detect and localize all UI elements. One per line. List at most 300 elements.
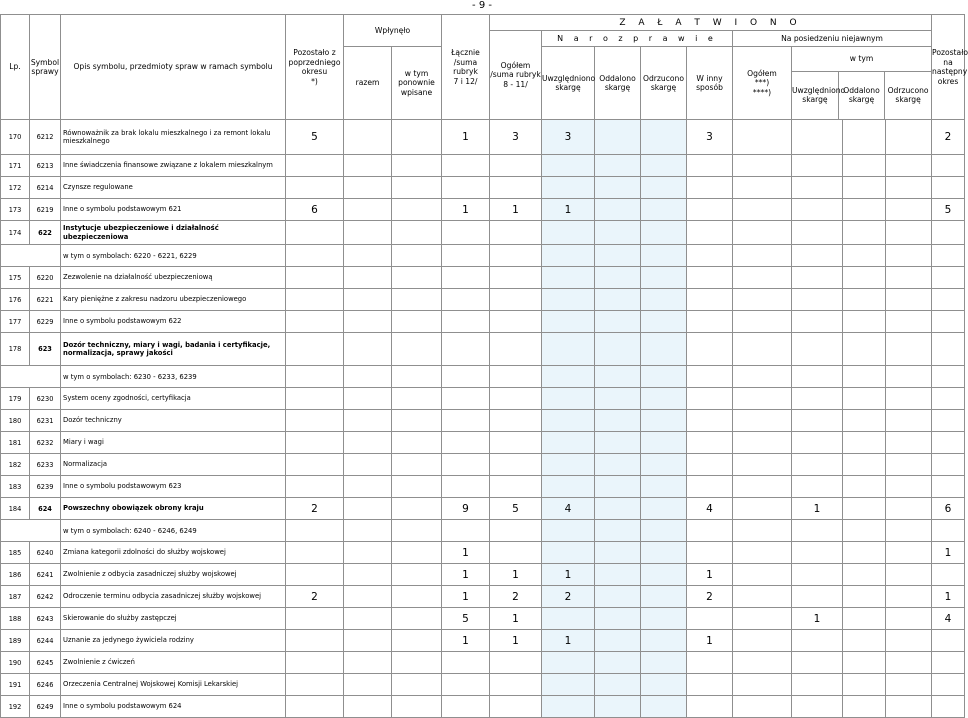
header-pozostalo-z: Pozostało z poprzedniego okresu *) (286, 15, 344, 120)
value-cell (843, 388, 886, 410)
value-cell: 3 (542, 120, 595, 155)
value-cell (442, 289, 490, 311)
value-cell (595, 311, 641, 333)
value-cell (542, 289, 595, 311)
header-pozostalo-na: Pozostało na następny okres (932, 15, 965, 120)
value-cell (687, 410, 733, 432)
value-cell (687, 454, 733, 476)
value-cell (733, 674, 792, 696)
empty-cell (792, 366, 843, 388)
value-cell (886, 608, 932, 630)
value-cell (792, 267, 843, 289)
value-cell (886, 498, 932, 520)
value-cell (344, 410, 392, 432)
table-row (1, 289, 965, 311)
value-cell (843, 696, 886, 718)
value-cell (843, 267, 886, 289)
value-cell (595, 221, 641, 245)
empty-cell (542, 520, 595, 542)
value-cell (490, 177, 542, 199)
row-symbol: 6242 (30, 586, 61, 608)
subgroup-row (1, 245, 965, 267)
value-cell: 1 (687, 564, 733, 586)
value-cell (595, 652, 641, 674)
empty-cell (641, 520, 687, 542)
value-cell (687, 674, 733, 696)
value-cell (843, 674, 886, 696)
value-cell (843, 498, 886, 520)
value-cell (286, 432, 344, 454)
value-cell (641, 199, 687, 221)
value-cell (490, 674, 542, 696)
value-cell (595, 630, 641, 652)
value-cell (490, 333, 542, 366)
subgroup-spacer (1, 245, 61, 267)
row-symbol: 6239 (30, 476, 61, 498)
value-cell (843, 199, 886, 221)
row-description: Inne o symbolu podstawowym 624 (61, 696, 286, 718)
value-cell (442, 674, 490, 696)
value-cell (687, 608, 733, 630)
value-cell (843, 652, 886, 674)
header-opis: Opis symbolu, przedmioty spraw w ramach symbolu (61, 15, 286, 120)
value-cell (733, 652, 792, 674)
value-cell (286, 311, 344, 333)
value-cell (886, 221, 932, 245)
value-cell (595, 267, 641, 289)
value-cell (932, 410, 965, 432)
empty-cell (886, 245, 932, 267)
value-cell: 2 (542, 586, 595, 608)
value-cell (490, 155, 542, 177)
row-symbol: 6219 (30, 199, 61, 221)
value-cell (843, 120, 886, 155)
value-cell (733, 630, 792, 652)
value-cell (490, 476, 542, 498)
value-cell: 2 (286, 498, 344, 520)
value-cell (641, 120, 687, 155)
empty-cell (542, 366, 595, 388)
header-na-rozprawie: N a r o z p r a w i e (542, 31, 733, 47)
value-cell (843, 221, 886, 245)
table-row (1, 410, 965, 432)
row-description: Normalizacja (61, 454, 286, 476)
value-cell (886, 120, 932, 155)
header-oddalono-rozprawa: Oddalono skargę (595, 47, 641, 120)
table-row (1, 267, 965, 289)
value-cell: 4 (932, 608, 965, 630)
value-cell (344, 388, 392, 410)
value-cell (286, 155, 344, 177)
empty-cell (344, 245, 392, 267)
value-cell: 5 (932, 199, 965, 221)
value-cell (886, 410, 932, 432)
value-cell (792, 199, 843, 221)
value-cell (932, 630, 965, 652)
value-cell (687, 155, 733, 177)
value-cell (792, 311, 843, 333)
value-cell (792, 652, 843, 674)
value-cell (442, 221, 490, 245)
value-cell (490, 696, 542, 718)
value-cell (886, 586, 932, 608)
value-cell (344, 476, 392, 498)
value-cell (442, 155, 490, 177)
empty-cell (344, 520, 392, 542)
value-cell (392, 652, 442, 674)
row-symbol: 6240 (30, 542, 61, 564)
value-cell (641, 155, 687, 177)
value-cell (490, 432, 542, 454)
value-cell (932, 388, 965, 410)
row-lp: 189 (1, 630, 30, 652)
value-cell (843, 177, 886, 199)
value-cell (641, 177, 687, 199)
value-cell (344, 674, 392, 696)
value-cell (641, 564, 687, 586)
value-cell: 1 (442, 630, 490, 652)
value-cell (442, 432, 490, 454)
value-cell (286, 696, 344, 718)
value-cell (792, 120, 843, 155)
value-cell (542, 311, 595, 333)
value-cell (886, 652, 932, 674)
table-row (1, 542, 965, 564)
value-cell (641, 410, 687, 432)
header-w-tym-group (792, 47, 932, 120)
value-cell (490, 388, 542, 410)
table-row (1, 652, 965, 674)
value-cell (344, 498, 392, 520)
value-cell (733, 476, 792, 498)
row-description: Inne o symbolu podstawowym 622 (61, 311, 286, 333)
value-cell (392, 454, 442, 476)
value-cell (542, 454, 595, 476)
row-symbol: 623 (30, 333, 61, 366)
value-cell (286, 476, 344, 498)
row-description: Czynsze regulowane (61, 177, 286, 199)
empty-cell (490, 366, 542, 388)
row-symbol: 6229 (30, 311, 61, 333)
value-cell (792, 542, 843, 564)
row-lp: 190 (1, 652, 30, 674)
row-description: Zezwolenie na działalność ubezpieczeniową (61, 267, 286, 289)
value-cell (792, 630, 843, 652)
value-cell (843, 476, 886, 498)
value-cell (687, 177, 733, 199)
value-cell (286, 267, 344, 289)
value-cell (286, 221, 344, 245)
row-lp: 187 (1, 586, 30, 608)
value-cell (542, 267, 595, 289)
row-description: Dozór techniczny (61, 410, 286, 432)
row-description: Zwolnienie z ćwiczeń (61, 652, 286, 674)
empty-cell (392, 520, 442, 542)
value-cell (595, 120, 641, 155)
value-cell (843, 454, 886, 476)
value-cell: 1 (490, 608, 542, 630)
value-cell (733, 155, 792, 177)
value-cell (886, 333, 932, 366)
table-row (1, 177, 965, 199)
empty-cell (932, 520, 965, 542)
row-description: Uznanie za jedynego żywiciela rodziny (61, 630, 286, 652)
value-cell (442, 177, 490, 199)
value-cell (595, 586, 641, 608)
value-cell (542, 177, 595, 199)
value-cell (886, 696, 932, 718)
value-cell (792, 177, 843, 199)
value-cell (490, 311, 542, 333)
value-cell (392, 177, 442, 199)
value-cell (687, 289, 733, 311)
value-cell (344, 311, 392, 333)
value-cell: 1 (442, 542, 490, 564)
table-row (1, 696, 965, 718)
empty-cell (843, 245, 886, 267)
value-cell (392, 586, 442, 608)
table-row (1, 564, 965, 586)
empty-cell (932, 245, 965, 267)
subgroup-label: w tym o symbolach: 6230 - 6233, 6239 (61, 366, 286, 388)
subgroup-spacer (1, 520, 61, 542)
subgroup-label: w tym o symbolach: 6240 - 6246, 6249 (61, 520, 286, 542)
value-cell: 3 (490, 120, 542, 155)
value-cell (641, 333, 687, 366)
subgroup-row (1, 520, 965, 542)
value-cell (542, 476, 595, 498)
empty-cell (687, 245, 733, 267)
value-cell: 1 (932, 542, 965, 564)
row-description: System oceny zgodności, certyfikacja (61, 388, 286, 410)
empty-cell (843, 366, 886, 388)
value-cell (392, 608, 442, 630)
value-cell (641, 542, 687, 564)
value-cell (490, 410, 542, 432)
value-cell (641, 454, 687, 476)
value-cell (932, 696, 965, 718)
value-cell (733, 498, 792, 520)
empty-cell (687, 520, 733, 542)
value-cell (733, 311, 792, 333)
table-body (1, 120, 965, 718)
table-row (1, 476, 965, 498)
value-cell (687, 267, 733, 289)
empty-cell (595, 520, 641, 542)
empty-cell (641, 366, 687, 388)
value-cell (792, 586, 843, 608)
value-cell: 4 (542, 498, 595, 520)
row-symbol: 6231 (30, 410, 61, 432)
row-symbol: 6249 (30, 696, 61, 718)
statistics-table (0, 14, 968, 718)
value-cell (490, 652, 542, 674)
table-row (1, 432, 965, 454)
header-lp: Lp. (1, 15, 30, 120)
value-cell (932, 432, 965, 454)
empty-cell (542, 245, 595, 267)
value-cell (286, 388, 344, 410)
header-razem: razem (344, 47, 392, 120)
value-cell (843, 586, 886, 608)
value-cell (843, 630, 886, 652)
value-cell (286, 177, 344, 199)
value-cell (792, 155, 843, 177)
value-cell: 3 (687, 120, 733, 155)
row-description: Miary i wagi (61, 432, 286, 454)
value-cell (595, 498, 641, 520)
empty-cell (490, 245, 542, 267)
value-cell (886, 199, 932, 221)
value-cell (886, 454, 932, 476)
value-cell (392, 199, 442, 221)
value-cell (595, 454, 641, 476)
row-symbol: 624 (30, 498, 61, 520)
value-cell (733, 289, 792, 311)
row-lp: 172 (1, 177, 30, 199)
row-symbol: 6214 (30, 177, 61, 199)
header-oddalono-posiedzenie: Oddalono skargę (838, 71, 884, 119)
value-cell (442, 476, 490, 498)
value-cell: 1 (442, 586, 490, 608)
value-cell (344, 564, 392, 586)
empty-cell (641, 245, 687, 267)
row-symbol: 6245 (30, 652, 61, 674)
value-cell (687, 311, 733, 333)
row-lp: 179 (1, 388, 30, 410)
value-cell (886, 311, 932, 333)
value-cell (286, 674, 344, 696)
subgroup-label: w tym o symbolach: 6220 - 6221, 6229 (61, 245, 286, 267)
row-description: Kary pieniężne z zakresu nadzoru ubezpieczeniowego (61, 289, 286, 311)
value-cell (595, 608, 641, 630)
value-cell (286, 454, 344, 476)
value-cell (595, 674, 641, 696)
value-cell (595, 410, 641, 432)
value-cell (843, 608, 886, 630)
value-cell (886, 388, 932, 410)
value-cell (595, 199, 641, 221)
value-cell (392, 289, 442, 311)
table-row (1, 155, 965, 177)
subgroup-row (1, 366, 965, 388)
value-cell (392, 221, 442, 245)
value-cell (542, 432, 595, 454)
header-lacznie: Łącznie /suma rubryk 7 i 12/ (442, 15, 490, 120)
header-uwzgledniono-posiedzenie: Uwzględniono skargę (792, 71, 838, 119)
row-lp: 188 (1, 608, 30, 630)
value-cell (733, 177, 792, 199)
page-number: - 9 - (472, 0, 492, 11)
empty-cell (792, 520, 843, 542)
value-cell (733, 267, 792, 289)
row-lp: 180 (1, 410, 30, 432)
value-cell (442, 410, 490, 432)
row-description: Orzeczenia Centralnej Wojskowej Komisji Lekarskiej (61, 674, 286, 696)
value-cell: 1 (490, 564, 542, 586)
value-cell (595, 289, 641, 311)
value-cell (792, 696, 843, 718)
value-cell (344, 221, 392, 245)
table-row (1, 333, 965, 366)
value-cell (733, 586, 792, 608)
row-description: Zmiana kategorii zdolności do służby wojskowej (61, 542, 286, 564)
value-cell (344, 542, 392, 564)
value-cell (932, 564, 965, 586)
value-cell (344, 155, 392, 177)
value-cell (392, 476, 442, 498)
value-cell (886, 155, 932, 177)
header-odrzucono-rozprawa: Odrzucono skargę (641, 47, 687, 120)
row-symbol: 6213 (30, 155, 61, 177)
value-cell (286, 410, 344, 432)
row-description: Dozór techniczny, miary i wagi, badania i certyfikacje, normalizacja, sprawy jakości (61, 333, 286, 366)
value-cell (442, 652, 490, 674)
value-cell (542, 388, 595, 410)
empty-cell (792, 245, 843, 267)
row-symbol: 6220 (30, 267, 61, 289)
value-cell (733, 432, 792, 454)
value-cell (490, 289, 542, 311)
value-cell (843, 311, 886, 333)
empty-cell (392, 366, 442, 388)
value-cell: 1 (542, 564, 595, 586)
value-cell (595, 388, 641, 410)
value-cell (641, 586, 687, 608)
value-cell: 1 (490, 199, 542, 221)
header-ogolem-rozprawa: Ogółem /suma rubryk 8 - 11/ (490, 31, 542, 120)
value-cell: 1 (490, 630, 542, 652)
value-cell (843, 289, 886, 311)
value-cell (932, 221, 965, 245)
value-cell (886, 267, 932, 289)
value-cell (843, 564, 886, 586)
header-w-inny-sposob: W inny sposób (687, 47, 733, 120)
empty-cell (733, 245, 792, 267)
value-cell (733, 221, 792, 245)
value-cell (641, 498, 687, 520)
row-description: Powszechny obowiązek obrony kraju (61, 498, 286, 520)
value-cell: 1 (542, 630, 595, 652)
value-cell (792, 432, 843, 454)
value-cell: 1 (932, 586, 965, 608)
value-cell: 2 (286, 586, 344, 608)
table-row (1, 199, 965, 221)
value-cell (286, 564, 344, 586)
row-lp: 170 (1, 120, 30, 155)
row-description: Skierowanie do służby zastępczej (61, 608, 286, 630)
value-cell (932, 333, 965, 366)
value-cell (843, 542, 886, 564)
value-cell (344, 586, 392, 608)
value-cell (733, 696, 792, 718)
value-cell (792, 221, 843, 245)
value-cell (392, 498, 442, 520)
subgroup-spacer (1, 366, 61, 388)
value-cell (286, 289, 344, 311)
table-row (1, 674, 965, 696)
table-row (1, 120, 965, 155)
value-cell (344, 454, 392, 476)
value-cell (344, 289, 392, 311)
row-lp: 181 (1, 432, 30, 454)
value-cell (344, 177, 392, 199)
row-symbol: 6221 (30, 289, 61, 311)
value-cell (542, 674, 595, 696)
value-cell (490, 542, 542, 564)
value-cell (641, 630, 687, 652)
value-cell (542, 155, 595, 177)
